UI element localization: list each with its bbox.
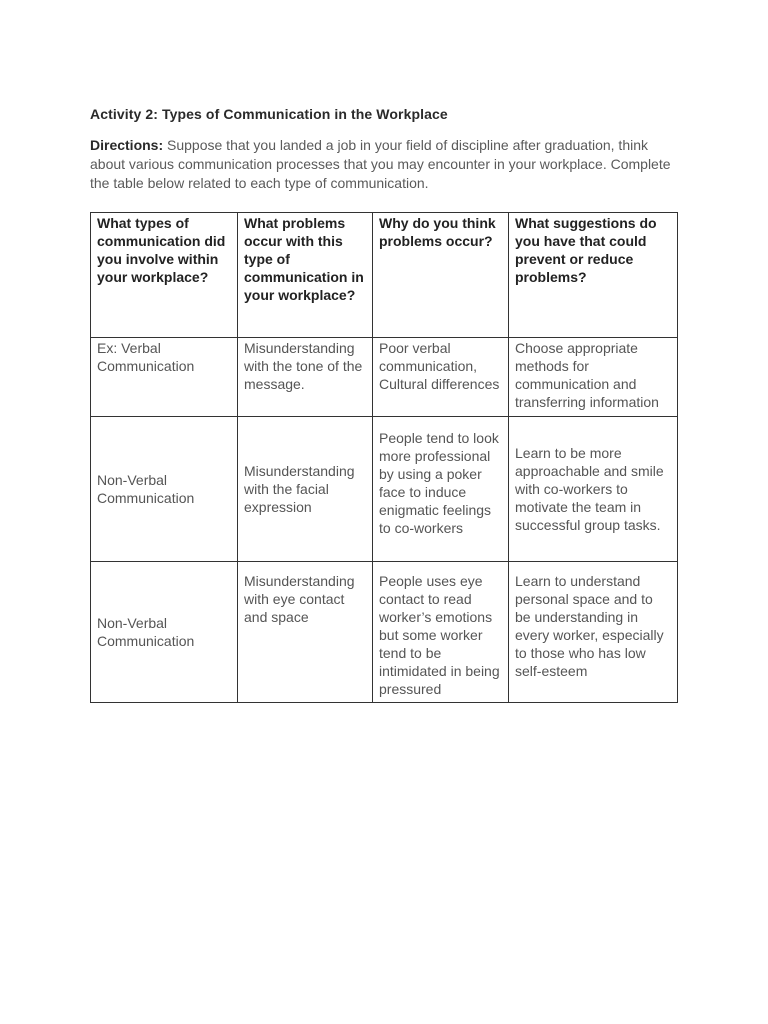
cell-communication-type: Non-Verbal Communication — [91, 562, 238, 703]
directions-text: Suppose that you landed a job in your field of discipline after graduation, think about various communication processes that you may encounter in your workplace. Complete the table below related to each type of communication. — [90, 137, 671, 191]
cell-communication-type: Non-Verbal Communication — [91, 417, 238, 562]
cell-suggestion: Choose appropriate methods for communication and transferring information — [509, 338, 678, 417]
header-suggestions: What suggestions do you have that could prevent or reduce problems? — [509, 213, 678, 338]
header-why-problems: Why do you think problems occur? — [373, 213, 509, 338]
cell-problem: Misunderstanding with eye contact and space — [238, 562, 373, 703]
cell-suggestion: Learn to understand personal space and to be understanding in every worker, especially to those who has low self-esteem — [509, 562, 678, 703]
document-page — [90, 104, 680, 703]
activity-title: Activity 2: Types of Communication in the Workplace — [90, 106, 448, 122]
cell-problem: Misunderstanding with the facial expression — [238, 417, 373, 562]
communication-table — [90, 212, 678, 703]
table-header-row — [91, 213, 678, 338]
cell-reason: People uses eye contact to read worker’s emotions but some worker tend to be intimidated in being pressured — [373, 562, 509, 703]
table-row — [91, 417, 678, 562]
cell-reason: People tend to look more professional by using a poker face to induce enigmatic feelings to co-workers — [373, 417, 509, 562]
cell-reason: Poor verbal communication, Cultural differences — [373, 338, 509, 417]
directions-label: Directions: — [90, 137, 164, 153]
cell-communication-type: Ex: Verbal Communication — [91, 338, 238, 417]
header-problems: What problems occur with this type of communication in your workplace? — [238, 213, 373, 338]
header-communication-types: What types of communication did you involve within your workplace? — [91, 213, 238, 338]
directions-paragraph — [90, 136, 680, 193]
cell-problem: Misunderstanding with the tone of the message. — [238, 338, 373, 417]
table-row — [91, 338, 678, 417]
table-row — [91, 562, 678, 703]
cell-suggestion: Learn to be more approachable and smile with co-workers to motivate the team in successful group tasks. — [509, 417, 678, 562]
